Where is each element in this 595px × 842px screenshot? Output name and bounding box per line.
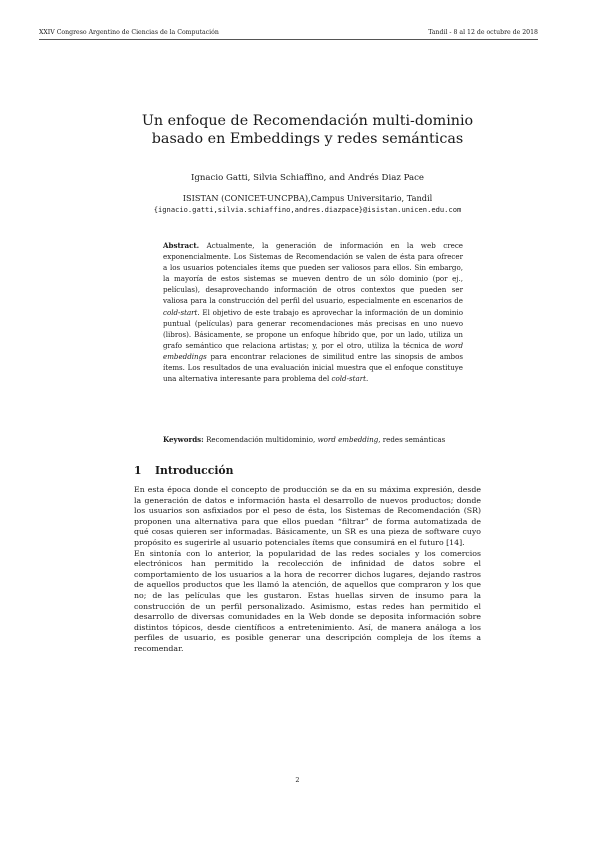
- section-number: 1: [134, 464, 142, 477]
- keywords-label: Keywords:: [163, 435, 204, 444]
- page-number: 2: [295, 776, 300, 784]
- header-conference: XXIV Congreso Argentino de Ciencias de la Computación: [39, 29, 219, 36]
- abstract: [163, 240, 463, 384]
- title-line-1: Un enfoque de Recomendación multi-dominio: [141, 113, 474, 129]
- abstract-label: Abstract.: [163, 241, 200, 250]
- section-heading: [134, 464, 474, 477]
- title-line-2: basado en Embeddings y redes semánticas: [151, 131, 464, 147]
- header-rule: [39, 39, 538, 40]
- keywords-text-2: , redes semánticas: [378, 435, 446, 444]
- abstract-term-3: cold-start: [331, 374, 366, 384]
- keywords: [163, 435, 463, 445]
- keywords-text-1: Recomendación multidominio,: [206, 435, 316, 444]
- section-body: [134, 485, 481, 655]
- abstract-text-2: . El objetivo de este trabajo es aprovechar la información de un dominio puntual (películas) para generar recomendaciones más precisas en uno nuevo (libros). Básicamente, se propone un enfoque híbrido que, por un lado, utiliza un grafo semántico que relaciona artistas; y, por el otro, utiliza la técnica de: [163, 307, 463, 350]
- section-title: Introducción: [155, 464, 234, 477]
- abstract-term-1: cold-start: [163, 307, 198, 317]
- author-emails: {ignacio.gatti,silvia.schiaffino,andres.diazpace}@isistan.unicen.edu.com: [153, 205, 462, 214]
- header-dates: Tandil - 8 al 12 de octubre de 2018: [428, 29, 538, 36]
- abstract-text-1: Actualmente, la generación de información en la web crece exponencialmente. Los Sistemas de Recomendación se valen de ésta para ofrecer a los usuarios potenciales ítems que pueden ser valiosos para ellos. Sin embargo, la mayoría de estos sistemas se mueven dentro de un sólo dominio (por ej., películas), desaprovechando información de otros contextos que pueden ser valiosa para la construcción del perfil del usuario, especialmente en escenarios de: [163, 241, 463, 306]
- keywords-term: word embedding: [317, 435, 379, 444]
- paper-title: [100, 112, 515, 148]
- paragraph-1: En esta época donde el concepto de producción se da en su máxima expresión, desde la generación de datos e información hasta el desarrollo de nuevos productos; donde los usuarios son asfixiados por el peso de ésta, los Sistemas de Recomendación (SR) proponen una alternativa para que ellos puedan “filtrar” de forma automatizada de qué cosas quieren ser informadas. Básicamente, un SR es una pieza de software cuyo propósito es sugerirle al usuario potenciales ítems que consumirá en el futuro [14].: [134, 485, 481, 547]
- abstract-text-4: .: [365, 374, 369, 384]
- abstract-term-2: word embeddings: [163, 340, 463, 361]
- running-header: [39, 29, 538, 39]
- paragraph-2: En sintonía con lo anterior, la popularidad de las redes sociales y los comercios electrónicos han permitido la recolección de infinidad de datos sobre el comportamiento de los usuarios a la hora de recorrer dichos lugares, dejando rastros de aquellos productos que les llamó la atención, de aquellos que compraron y los que no; de las películas que les gustaron. Estas huellas sirven de insumo para la construcción de un perfil personalizado. Asimismo, estas redes han permitido el desarrollo de diversas comunidades en la Web donde se deposita información sobre distintos tópicos, desde científicos a entretenimiento. Así, de manera análoga a los perfiles de usuario, es posible generar una descripción compleja de los ítems a recomendar.: [134, 548, 481, 653]
- authors: Ignacio Gatti, Silvia Schiaffino, and Andrés Diaz Pace: [190, 173, 424, 183]
- abstract-text-3: para encontrar relaciones de similitud entre las sinopsis de ambos ítems. Los resultados de una evaluación inicial muestra que el enfoque constituye una alternativa interesante para problema del: [163, 351, 463, 384]
- affiliation: ISISTAN (CONICET-UNCPBA),Campus Universitario, Tandil: [182, 193, 433, 203]
